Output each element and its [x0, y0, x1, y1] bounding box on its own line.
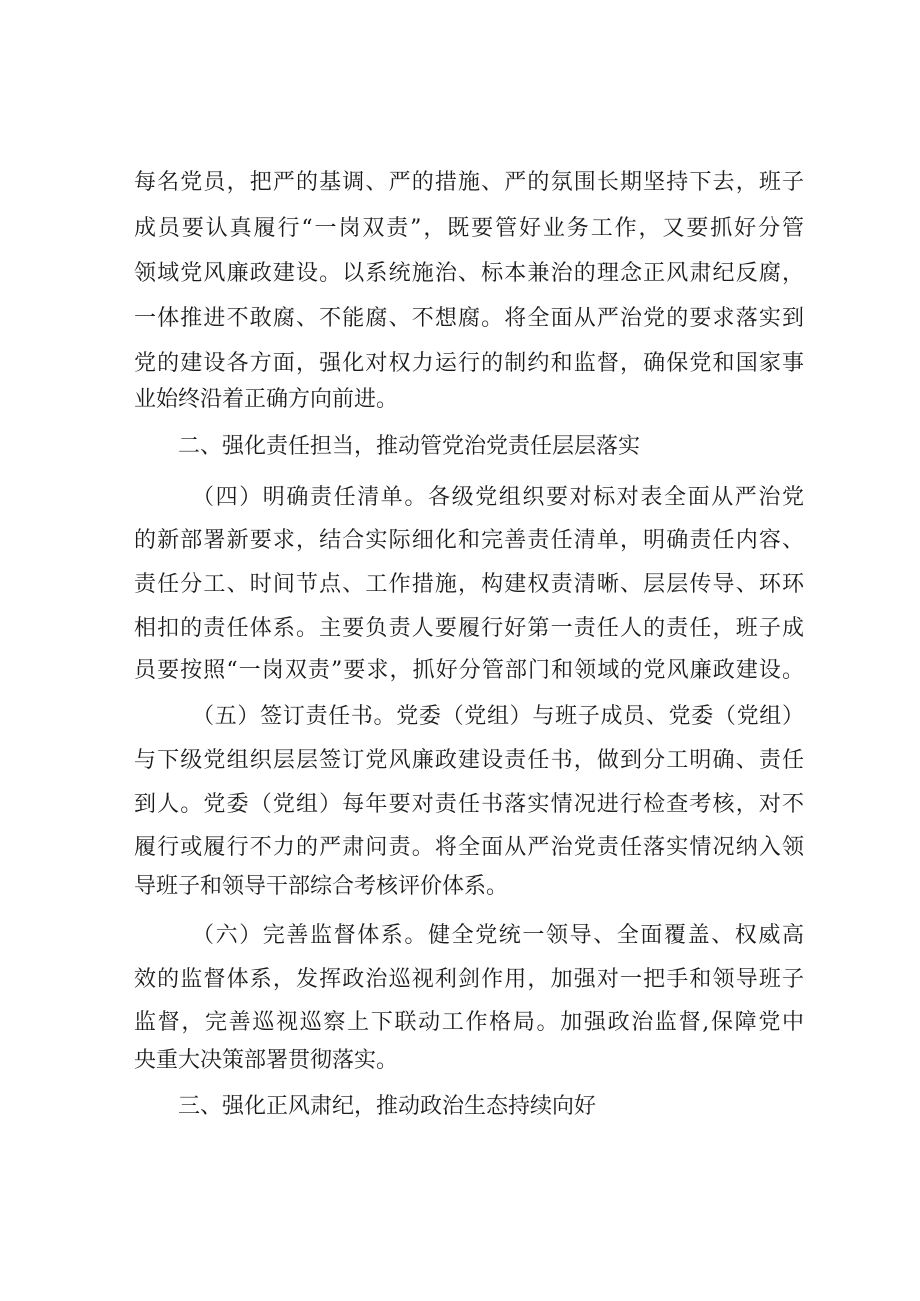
paragraph-line: 业始终沿着正确方向前进。: [134, 387, 399, 412]
paragraph-line: 与下级党组织层层签订党风廉政建设责任书，做到分工明确、责任: [134, 748, 804, 773]
paragraph-line: （五）签订责任书。党委（党组）与班子成员、党委（党组）: [192, 704, 804, 729]
paragraph-line: 效的监督体系，发挥政治巡视利剑作用，加强对一把手和领导班子: [134, 967, 804, 992]
paragraph-line: 领域党风廉政建设。以系统施治、标本兼治的理念正风肃纪反腐，: [134, 261, 804, 286]
paragraph-line: 每名党员，把严的基调、严的措施、严的氛围长期坚持下去，班子: [134, 170, 804, 195]
paragraph-line: 监督，完善巡视巡察上下联动工作格局。加强政治监督,保障党中: [134, 1010, 804, 1035]
paragraph-line: 的新部署新要求，结合实际细化和完善责任清单，明确责任内容、: [134, 528, 804, 553]
paragraph-line: 党的建设各方面，强化对权力运行的制约和监督，确保党和国家事: [134, 351, 804, 376]
paragraph-line: 到人。党委（党组）每年要对责任书落实情况进行检查考核，对不: [134, 792, 804, 817]
section-heading: 三、强化正风肃纪，推动政治生态持续向好: [178, 1094, 597, 1119]
paragraph-line: 责任分工、时间节点、工作措施，构建权责清晰、层层传导、环环: [134, 572, 804, 597]
paragraph-line: 履行或履行不力的严肃问责。将全面从严治党责任落实情况纳入领: [134, 835, 804, 860]
paragraph-line: 导班子和领导干部综合考核评价体系。: [134, 874, 509, 899]
paragraph-line: 央重大决策部署贯彻落实。: [134, 1048, 399, 1073]
paragraph-line: 员要按照“一岗双责”要求，抓好分管部门和领域的党风廉政建设。: [134, 658, 804, 683]
paragraph-line: （六）完善监督体系。健全党统一领导、全面覆盖、权威高: [192, 923, 804, 948]
paragraph-line: （四）明确责任清单。各级党组织要对标对表全面从严治党: [192, 485, 804, 510]
paragraph-line: 一体推进不敢腐、不能腐、不想腐。将全面从严治党的要求落实到: [134, 306, 804, 331]
paragraph-line: 相扣的责任体系。主要负责人要履行好第一责任人的责任，班子成: [134, 616, 804, 641]
section-heading: 二、强化责任担当，推动管党治党责任层层落实: [178, 434, 641, 459]
paragraph-line: 成员要认真履行“一岗双责”，既要管好业务工作，又要抓好分管: [134, 216, 804, 241]
